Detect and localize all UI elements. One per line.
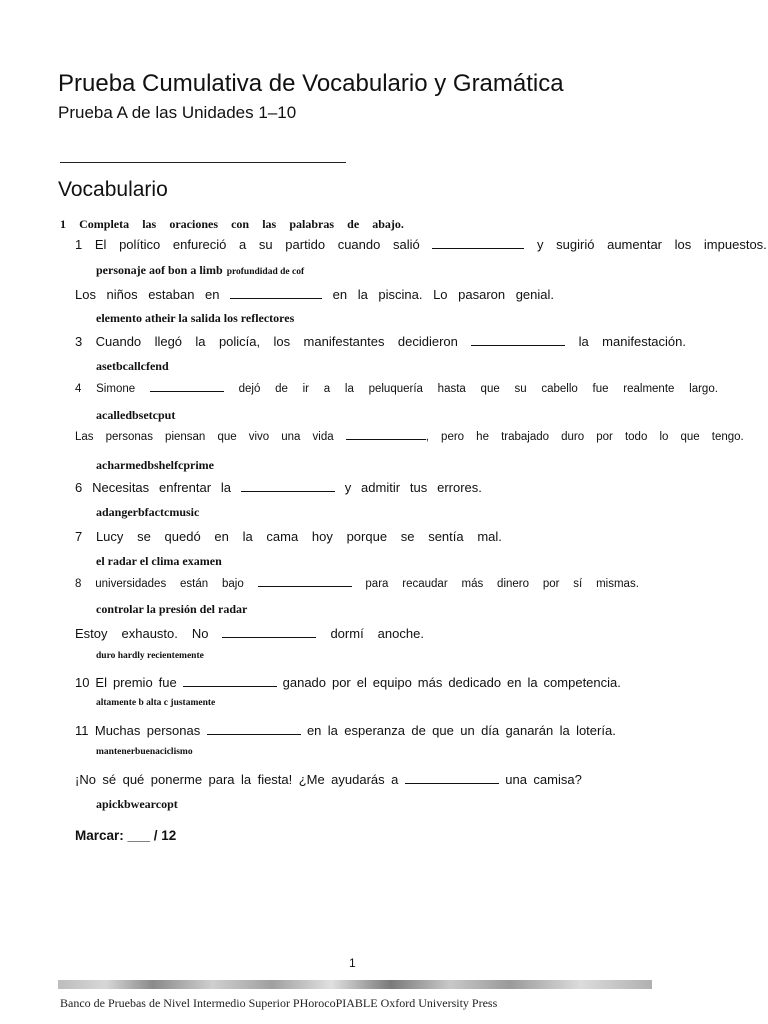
question-word: tus: [409, 480, 428, 495]
word-options-5: [96, 458, 214, 473]
exercise-number: 1: [60, 217, 66, 231]
question-10: [75, 675, 621, 690]
question-word: aumentar: [607, 237, 663, 252]
question-word: fue: [158, 675, 177, 690]
question-word: lo: [659, 431, 669, 443]
word-options-text: acharmedbshelfcprime: [96, 458, 214, 472]
question-word: la: [344, 383, 354, 395]
exercise-instruction: [60, 217, 404, 232]
question-2: [75, 287, 554, 302]
question-word: El: [94, 237, 107, 252]
answer-blank[interactable]: [230, 287, 322, 302]
question-word: 7: [75, 529, 83, 544]
question-word: tengo.: [711, 431, 744, 443]
question-1: [75, 237, 767, 252]
question-4: [75, 383, 718, 395]
question-word: El: [95, 675, 107, 690]
question-word: están: [180, 578, 209, 590]
word-options-text: apickbwearcopt: [96, 797, 178, 811]
instruction-word: las: [142, 217, 157, 231]
question-word: anoche.: [377, 626, 424, 641]
question-word: piensan: [165, 431, 206, 443]
question-word: en: [205, 287, 220, 302]
question-word: a: [323, 383, 331, 395]
question-word: camisa?: [533, 772, 582, 787]
word-options-3: [96, 359, 169, 374]
question-word: Los: [75, 287, 96, 302]
question-word: errores.: [437, 480, 482, 495]
question-word: cabello: [541, 383, 578, 395]
question-word: a: [239, 237, 247, 252]
word-options-text: adangerbfactcmusic: [96, 505, 200, 519]
answer-blank-line: [346, 438, 426, 440]
question-word: una: [505, 772, 527, 787]
question-word: vivo: [248, 431, 270, 443]
question-word: de: [275, 383, 288, 395]
answer-blank[interactable]: [241, 480, 335, 495]
question-word: exhausto.: [121, 626, 178, 641]
question-word: la: [241, 772, 252, 787]
question-word: quedó: [164, 529, 201, 544]
question-word: lotería.: [576, 723, 616, 738]
question-6: [75, 480, 482, 495]
word-options-text: duro hardly recientemente: [96, 651, 204, 661]
answer-blank-line: [230, 297, 322, 299]
question-word: fiesta!: [257, 772, 293, 787]
question-punctuation: ,: [425, 431, 429, 443]
question-word: que: [480, 383, 500, 395]
question-word: admitir: [361, 480, 401, 495]
question-9: [75, 626, 424, 641]
question-word: decidieron: [397, 334, 458, 349]
question-word: más: [417, 675, 443, 690]
question-word: para: [365, 578, 389, 590]
score-label: Marcar: ___ / 12: [75, 828, 177, 843]
question-word: he: [476, 431, 489, 443]
answer-blank-line: [471, 344, 565, 346]
question-word: ir: [302, 383, 310, 395]
question-word: llegó: [154, 334, 183, 349]
question-word: universidades: [95, 578, 167, 590]
word-options-text: mantenerbuenaciclismo: [96, 747, 193, 757]
question-word: a: [391, 772, 399, 787]
answer-blank[interactable]: [207, 723, 301, 738]
question-3: [75, 334, 686, 349]
question-word: trabajado: [501, 431, 550, 443]
section-heading: Vocabulario: [58, 178, 168, 201]
answer-blank[interactable]: [346, 431, 429, 443]
question-word: ganarán: [505, 723, 554, 738]
question-word: 10: [75, 675, 90, 690]
instruction-word: Completa: [79, 217, 130, 231]
question-word: ¿Me: [298, 772, 325, 787]
footer-decorative-band: [58, 980, 652, 989]
question-word: vida: [312, 431, 334, 443]
instruction-word: las: [262, 217, 277, 231]
word-options-extra: profundidad de cof: [226, 267, 305, 277]
answer-blank[interactable]: [432, 237, 524, 252]
question-word: político: [119, 237, 161, 252]
question-word: más: [461, 578, 484, 590]
answer-blank-line: [432, 247, 524, 249]
question-word: 1: [75, 237, 83, 252]
word-options-2: [96, 311, 294, 326]
question-word: realmente: [623, 383, 675, 395]
question-word: premio: [112, 675, 153, 690]
question-word: manifestación.: [602, 334, 686, 349]
page-number: 1: [349, 956, 356, 970]
answer-blank-line: [405, 782, 499, 784]
question-word: la: [559, 723, 570, 738]
question-word: cuando: [337, 237, 381, 252]
question-word: 6: [75, 480, 83, 495]
question-word: 4: [75, 383, 82, 395]
question-word: No: [191, 626, 209, 641]
question-word: los: [273, 334, 291, 349]
answer-blank[interactable]: [183, 675, 277, 690]
question-word: Lo: [433, 287, 448, 302]
question-7: [75, 529, 502, 544]
question-word: hasta: [437, 383, 466, 395]
question-word: pasaron: [458, 287, 506, 302]
question-word: fue: [592, 383, 609, 395]
question-word: la: [527, 675, 538, 690]
question-word: estaban: [148, 287, 195, 302]
question-word: cama: [266, 529, 299, 544]
word-options-8: [96, 602, 247, 617]
question-11: [75, 723, 616, 738]
question-word: hoy: [311, 529, 333, 544]
question-word: qué: [122, 772, 145, 787]
answer-blank-line: [241, 490, 335, 492]
question-word: por: [596, 431, 613, 443]
question-word: sentía: [428, 529, 464, 544]
question-word: policía,: [218, 334, 261, 349]
question-word: la: [242, 529, 253, 544]
word-options-1: [96, 263, 304, 278]
question-12: [75, 772, 582, 787]
answer-blank-line: [222, 636, 316, 638]
question-word: sé: [102, 772, 117, 787]
question-word: en: [507, 675, 522, 690]
question-word: 11: [75, 723, 89, 738]
question-word: por: [331, 675, 351, 690]
footer-credit: Banco de Pruebas de Nivel Intermedio Superior PHorocoPIABLE Oxford University Press: [60, 996, 498, 1010]
instruction-word: de: [347, 217, 360, 231]
question-word: personas: [146, 723, 201, 738]
page-subtitle: Prueba A de las Unidades 1–10: [58, 103, 297, 122]
question-word: un: [460, 723, 475, 738]
question-word: piscina.: [378, 287, 423, 302]
question-word: equipo: [372, 675, 412, 690]
question-word: mal.: [477, 529, 502, 544]
instruction-word: palabras: [289, 217, 335, 231]
question-word: enfrentar: [159, 480, 212, 495]
answer-blank-line: [258, 585, 352, 587]
question-word: los: [674, 237, 692, 252]
question-word: pero: [441, 431, 465, 443]
answer-blank[interactable]: [258, 578, 352, 590]
word-options-10: [96, 698, 215, 708]
name-line-divider: [60, 162, 346, 163]
question-word: salió: [392, 237, 420, 252]
question-word: niños: [106, 287, 138, 302]
question-5: [75, 431, 744, 443]
question-word: dejó: [238, 383, 261, 395]
question-word: de: [411, 723, 426, 738]
question-word: genial.: [515, 287, 554, 302]
answer-blank[interactable]: [471, 334, 565, 349]
question-word: la: [327, 723, 338, 738]
question-word: en: [332, 287, 348, 302]
question-word: la: [357, 287, 368, 302]
question-word: porque: [346, 529, 388, 544]
answer-blank[interactable]: [222, 626, 316, 641]
question-word: 3: [75, 334, 83, 349]
question-word: dinero: [497, 578, 530, 590]
answer-blank[interactable]: [405, 772, 499, 787]
question-word: Estoy: [75, 626, 108, 641]
question-word: una: [281, 431, 301, 443]
question-word: la: [195, 334, 206, 349]
word-options-11: [96, 747, 193, 757]
question-word: y: [537, 237, 544, 252]
answer-blank-line: [207, 733, 301, 735]
question-word: Las: [75, 431, 94, 443]
question-word: sugirió: [556, 237, 595, 252]
question-word: esperanza: [344, 723, 405, 738]
question-word: personas: [105, 431, 153, 443]
question-word: se: [400, 529, 415, 544]
question-word: Simone: [96, 383, 136, 395]
question-word: que: [217, 431, 237, 443]
answer-blank-line: [183, 685, 277, 687]
word-options-9: [96, 651, 204, 661]
question-word: mismas.: [596, 578, 639, 590]
question-word: duro: [561, 431, 585, 443]
question-word: bajo: [222, 578, 244, 590]
question-word: Necesitas: [92, 480, 150, 495]
question-word: ayudarás: [331, 772, 385, 787]
question-word: peluquería: [368, 383, 423, 395]
question-word: ¡No: [75, 772, 96, 787]
question-word: partido: [285, 237, 326, 252]
question-word: competencia.: [543, 675, 621, 690]
word-options-text: controlar la presión del radar: [96, 602, 248, 616]
question-word: enfureció: [172, 237, 227, 252]
word-options-6: [96, 505, 199, 520]
word-options-4: [96, 408, 175, 423]
word-options-text: personaje aof bon a limb: [96, 263, 223, 277]
word-options-text: el radar el clima examen: [96, 554, 222, 568]
instruction-word: abajo.: [372, 217, 404, 231]
question-word: la: [578, 334, 589, 349]
question-word: se: [137, 529, 151, 544]
question-word: para: [208, 772, 235, 787]
question-word: la: [220, 480, 232, 495]
word-options-7: [96, 554, 222, 569]
question-word: manifestantes: [303, 334, 385, 349]
question-word: en: [306, 723, 322, 738]
question-word: ponerme: [150, 772, 203, 787]
question-word: dedicado: [448, 675, 502, 690]
question-word: largo.: [689, 383, 718, 395]
page-title: Prueba Cumulativa de Vocabulario y Gramática: [58, 70, 564, 97]
answer-blank[interactable]: [150, 383, 224, 395]
question-word: Cuando: [95, 334, 142, 349]
question-word: día: [481, 723, 500, 738]
word-options-text: acalledbsetcput: [96, 408, 176, 422]
question-word: por: [542, 578, 560, 590]
instruction-word: oraciones: [169, 217, 218, 231]
question-word: Lucy: [95, 529, 124, 544]
question-word: su: [258, 237, 273, 252]
question-word: dormí: [330, 626, 364, 641]
question-word: que: [432, 723, 454, 738]
question-word: ganado: [282, 675, 327, 690]
question-word: sí: [573, 578, 583, 590]
question-word: recaudar: [402, 578, 448, 590]
question-word: impuestos.: [703, 237, 767, 252]
word-options-12: [96, 797, 178, 812]
question-word: y: [344, 480, 352, 495]
question-word: su: [514, 383, 527, 395]
word-options-text: elemento atheir la salida los reflectores: [96, 311, 295, 325]
answer-blank-line: [150, 390, 224, 392]
question-word: Muchas: [94, 723, 141, 738]
question-8: [75, 578, 639, 590]
question-word: en: [214, 529, 229, 544]
question-word: 8: [75, 578, 82, 590]
word-options-text: asetbcallcfend: [96, 359, 169, 373]
instruction-word: con: [231, 217, 250, 231]
question-word: todo: [624, 431, 648, 443]
word-options-text: altamente b alta c justamente: [96, 698, 216, 708]
question-word: que: [680, 431, 700, 443]
question-word: el: [356, 675, 367, 690]
